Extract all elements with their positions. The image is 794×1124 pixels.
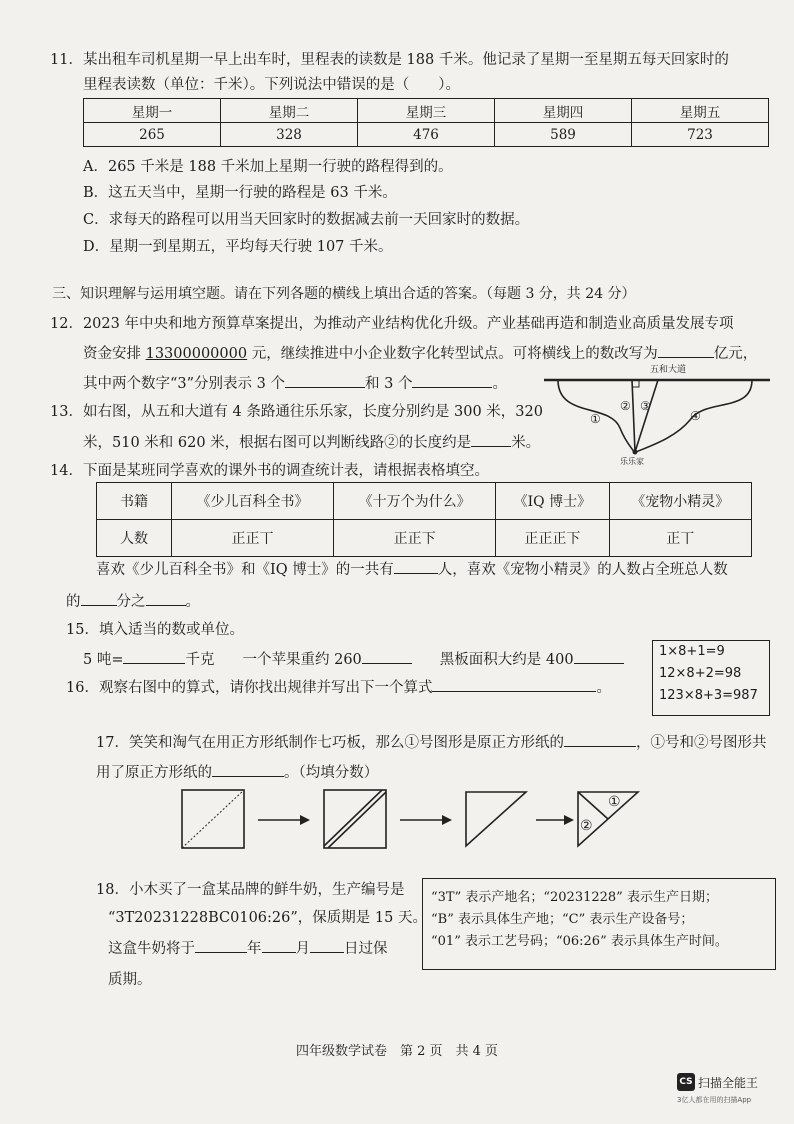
q12-blank-yi[interactable] [658, 342, 714, 358]
q15-blank-2[interactable] [362, 648, 412, 664]
q17-text: 。（均填分数） [284, 765, 379, 781]
home-point [633, 450, 638, 455]
q12-blank-2[interactable] [412, 372, 492, 388]
section-3-heading: 三、知识理解与运用填空题。请在下列各题的横线上填出合适的答案。（每题 3 分，共 24 分） [52, 286, 636, 302]
q11-option-a: A．265 千米是 188 千米加上星期一行驶的路程得到的。 [83, 159, 453, 175]
q14-blank-2[interactable] [81, 590, 117, 606]
q16-blank[interactable] [432, 676, 596, 692]
q14-text: 。 [185, 594, 200, 610]
q17-line1 [96, 731, 766, 753]
square-1-fold [182, 790, 244, 848]
q11-header: 星期一 [84, 99, 221, 123]
q11-value: 476 [358, 123, 495, 147]
q18-text: 日过保 [344, 941, 388, 957]
scanner-badge [677, 1073, 759, 1104]
route-3 [635, 380, 658, 452]
q13-road-diagram [540, 358, 774, 466]
q18-info-1: “3T” 表示产地名；“20231228” 表示生产日期； [431, 890, 718, 905]
q11-header: 星期四 [495, 99, 632, 123]
q12-text: 亿元， [713, 346, 758, 362]
home-label: 乐乐家 [620, 457, 644, 466]
q14-text: 人，喜欢《宠物小精灵》的人数占全班总人数 [437, 562, 728, 578]
q18-blank-month[interactable] [262, 937, 296, 953]
scanner-app-name: 扫描全能王 [698, 1075, 759, 1090]
q12-line3 [83, 372, 507, 394]
q17-line2 [96, 761, 378, 783]
square-2-cut-a [324, 790, 382, 846]
q12-text: 和 3 个 [365, 376, 413, 392]
q15-text: 5 吨= [83, 652, 124, 668]
q16-line1 [66, 676, 611, 698]
q12-blank-1[interactable] [285, 372, 365, 388]
q17-blank-1[interactable] [564, 731, 636, 747]
q11-header: 星期三 [358, 99, 495, 123]
q14-tally: 正正下 [334, 520, 496, 557]
q17-tangram-diagram [176, 784, 656, 852]
q14-header: 《宠物小精灵》 [609, 483, 751, 520]
q12-underlined-number: 13300000000 [145, 346, 248, 362]
route-1-mark: ① [590, 412, 601, 426]
q12-line1: 12．2023 年中央和地方预算草案提出，为推动产业结构优化升级。产业基础再造和制造业高质量发展专项 [50, 316, 734, 332]
q12-text: 其中两个数字“3”分别表示 3 个 [83, 376, 285, 392]
q18-blank-year[interactable] [195, 937, 247, 953]
q11-header: 星期五 [632, 99, 769, 123]
route-2 [632, 380, 635, 452]
q16-text: 16．观察右图中的算式，请你找出规律并写出下一个算式 [66, 680, 433, 696]
q16-equation-1: 1×8+1=9 [659, 644, 725, 659]
q14-text: 的 [66, 594, 81, 610]
q11-header: 星期二 [221, 99, 358, 123]
q14-line2 [96, 558, 728, 580]
camscanner-logo-icon: CS [677, 1073, 695, 1091]
q13-line1: 13．如右图，从五和大道有 4 条路通往乐乐家，长度分别约是 300 米，320 [50, 404, 543, 420]
q15-line2 [83, 648, 624, 670]
route-2-mark: ② [620, 399, 631, 413]
q11-value: 589 [495, 123, 632, 147]
q17-text: ，①号和②号图形共 [635, 735, 767, 751]
q16-text: 。 [596, 680, 611, 696]
q12-text: 元，继续推进中小企业数字化转型试点。可将横线上的数改写为 [247, 346, 658, 362]
q12-text: 资金安排 [83, 346, 146, 362]
q14-line3 [66, 590, 200, 612]
q14-line1: 14．下面是某班同学喜欢的课外书的调查统计表，请根据表格填空。 [50, 463, 489, 479]
q14-blank-3[interactable] [146, 590, 186, 606]
piece-2-mark: ② [580, 818, 593, 834]
q11-line1: 11．某出租车司机星期一早上出车时，里程表的读数是 188 千米。他记录了星期一至星期五每天回家时的 [50, 52, 729, 68]
q15-line1: 15．填入适当的数或单位。 [66, 622, 244, 638]
q14-header: 书籍 [97, 483, 172, 520]
q15-text: 黑板面积大约是 400 [439, 652, 574, 668]
q14-header: 《少儿百科全书》 [172, 483, 334, 520]
q11-option-c: C．求每天的路程可以用当天回家时的数据减去前一天回家时的数据。 [83, 212, 530, 228]
q18-info-2: “B” 表示具体生产地；“C” 表示生产设备号； [431, 912, 694, 927]
road-label: 五和大道 [650, 365, 687, 375]
split-line [578, 792, 608, 819]
arrow-3-head [564, 815, 574, 825]
q11-value: 328 [221, 123, 358, 147]
q18-text: 月 [295, 941, 310, 957]
q16-equation-box [652, 640, 770, 716]
q14-header: 《十万个为什么》 [334, 483, 496, 520]
q11-option-d: D．星期一到星期五，平均每天行驶 107 千米。 [83, 239, 393, 255]
route-3-mark: ③ [640, 399, 651, 413]
q18-line2: “3T20231228BC0106:26”，保质期是 15 天。 [108, 910, 427, 926]
page-footer: 四年级数学试卷 第 2 页 共 4 页 [295, 1044, 499, 1059]
q11-option-b: B．这五天当中，星期一行驶的路程是 63 千米。 [83, 185, 397, 201]
q18-text: 这盒牛奶将于 [108, 941, 195, 957]
q13-line2 [83, 431, 540, 453]
q17-text: 用了原正方形纸的 [96, 765, 212, 781]
q18-line4: 质期。 [108, 972, 152, 988]
q14-text: 分之 [116, 594, 146, 610]
q11-table [83, 98, 769, 147]
half-triangle [466, 792, 526, 846]
q17-blank-2[interactable] [212, 761, 284, 777]
q12-text: 。 [492, 376, 507, 392]
q14-tally: 正丅 [609, 520, 751, 557]
q17-text: 17．笑笑和淘气在用正方形纸制作七巧板，那么①号图形是原正方形纸的 [96, 735, 564, 751]
arrow-1-head [300, 815, 310, 825]
q16-equation-3: 123×8+3=987 [659, 688, 758, 703]
route-4-mark: ④ [690, 409, 701, 423]
q14-tally: 正正丅 [172, 520, 334, 557]
q13-blank[interactable] [471, 431, 511, 447]
q15-text: 一个苹果重约 260 [242, 652, 362, 668]
q14-blank-1[interactable] [394, 558, 438, 574]
q11-value: 265 [84, 123, 221, 147]
q15-blank-3[interactable] [574, 648, 624, 664]
q18-blank-day[interactable] [310, 937, 344, 953]
q15-text: 千克 [185, 652, 215, 668]
scanner-tagline: 3亿人都在用的扫描App [677, 1096, 752, 1104]
q14-row-label: 人数 [97, 520, 172, 557]
q11-line2: 里程表读数（单位：千米）。下列说法中错误的是（ ）。 [83, 77, 460, 93]
q14-table [96, 482, 752, 557]
q14-text: 喜欢《少儿百科全书》和《IQ 博士》的一共有 [96, 562, 394, 578]
q18-line3 [108, 937, 388, 959]
square-2-cut-b [328, 792, 386, 848]
q13-text: 米，510 米和 620 米，根据右图可以判断线路②的长度约是 [83, 435, 472, 451]
q15-blank-1[interactable] [123, 648, 185, 664]
q18-info-box [422, 878, 776, 970]
q18-line1: 18．小木买了一盒某品牌的鲜牛奶，生产编号是 [96, 882, 405, 898]
piece-1-mark: ① [608, 794, 621, 810]
q14-tally: 正正正下 [496, 520, 609, 557]
q18-info-3: “01” 表示工艺号码；“06:26” 表示具体生产时间。 [431, 934, 728, 949]
q14-header: 《IQ 博士》 [496, 483, 609, 520]
arrow-2-head [442, 815, 452, 825]
q11-value: 723 [632, 123, 769, 147]
square-2 [324, 790, 386, 848]
q18-text: 年 [247, 941, 262, 957]
q13-text: 米。 [511, 435, 541, 451]
q16-equation-2: 12×8+2=98 [659, 666, 742, 681]
